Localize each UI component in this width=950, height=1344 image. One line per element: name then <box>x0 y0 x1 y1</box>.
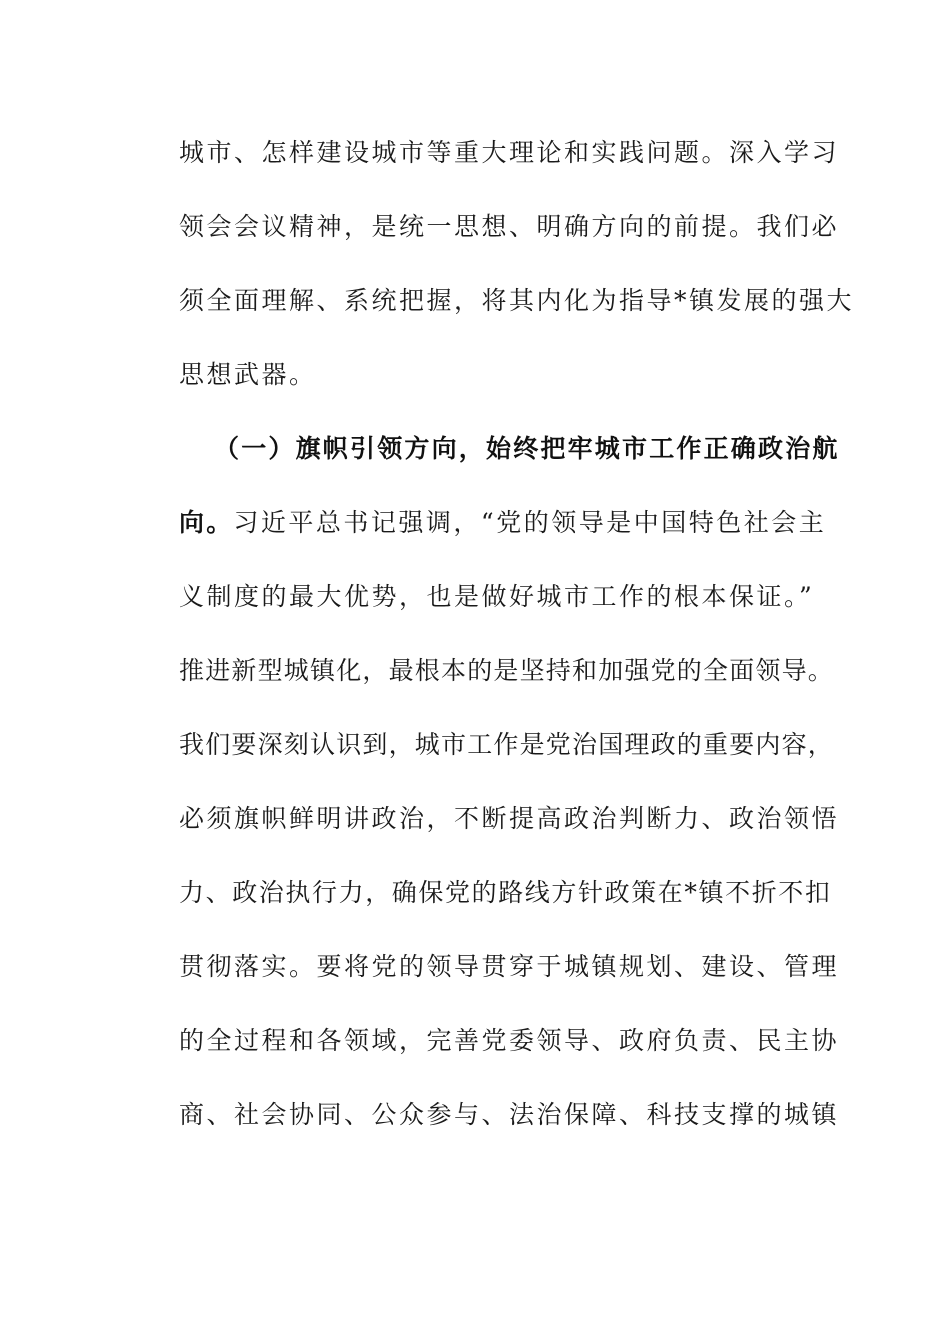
body-line: 思想武器。 <box>179 360 317 389</box>
body-line: 我们要深刻认识到，城市工作是党治国理政的重要内容， <box>179 730 835 759</box>
body-line: 推进新型城镇化，最根本的是坚持和加强党的全面领导。 <box>179 656 835 685</box>
body-line <box>179 508 826 538</box>
body-text: 习近平总书记强调，“党的领导是中国特色社会主 <box>233 508 827 537</box>
body-line: 贯彻落实。要将党的领导贯穿于城镇规划、建设、管理 <box>179 952 840 981</box>
body-line: 必须旗帜鲜明讲政治，不断提高政治判断力、政治领悟 <box>179 804 840 833</box>
section-heading-end: 向。 <box>179 508 234 537</box>
body-line: 商、社会协同、公众参与、法治保障、科技支撑的城镇 <box>179 1100 840 1129</box>
section-heading: （一）旗帜引领方向，始终把牢城市工作正确政治航 <box>214 434 840 463</box>
body-line: 领会会议精神，是统一思想、明确方向的前提。我们必 <box>179 212 840 241</box>
body-line: 力、政治执行力，确保党的路线方针政策在*镇不折不扣 <box>179 878 832 907</box>
body-line: 须全面理解、系统把握，将其内化为指导*镇发展的强大 <box>179 286 855 315</box>
body-line: 城市、怎样建设城市等重大理论和实践问题。深入学习 <box>179 138 840 167</box>
body-line: 的全过程和各领域，完善党委领导、政府负责、民主协 <box>179 1026 840 1055</box>
body-line: 义制度的最大优势，也是做好城市工作的根本保证。” <box>179 582 815 611</box>
